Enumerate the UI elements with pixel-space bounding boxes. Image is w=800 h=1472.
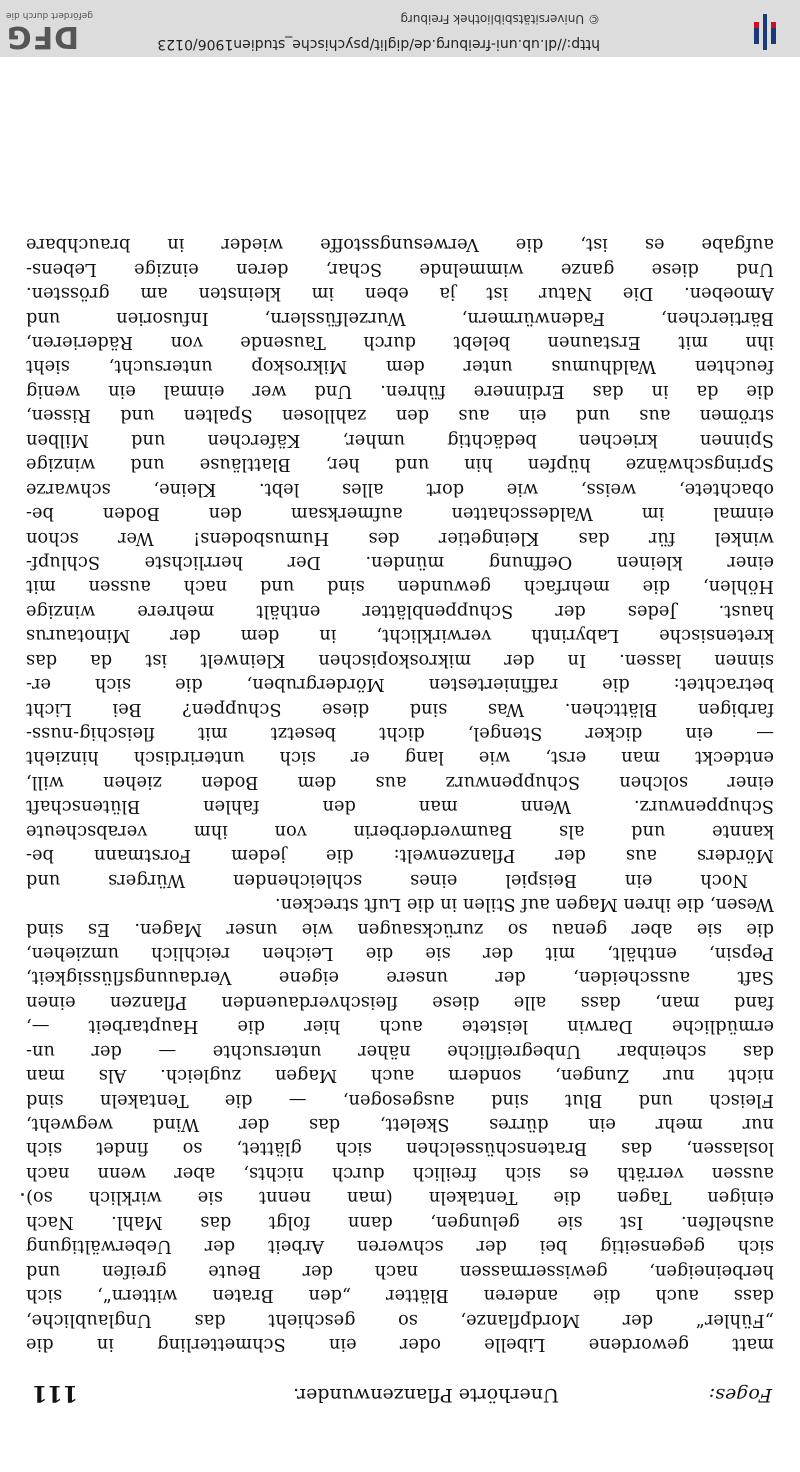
text-line: fand man, dass alle diese fleischverdauenden Pflanzen einen [26,991,774,1013]
running-head-title: Unerhörte Pflanzenwunder. [293,1384,559,1406]
text-line: einer solchen Schuppenwurz aus dem Boden ziehen will, [26,771,774,793]
dfg-logo [6,6,98,52]
text-line: „Fühler“ der Mordpflanze, so geschieht das Unglaubliche, [26,1309,774,1331]
text-line: sinnen lassen. In der mikroskopischen Kleinwelt ist da das [26,649,774,671]
text-line: sich gegenseitig bei der schweren Arbeit der Ueberwältigung [26,1236,774,1258]
page-number: 111 [32,1380,78,1406]
text-line: winkel für das Kleingetier des Humusbodens! Wer schon [26,527,774,549]
text-line: Höhlen, die mehrfach gewunden sind und nach aussen mit [26,576,774,598]
text-line: loslassen, das Bratenschüsselchen sich glättet, so findet sich [26,1138,774,1160]
text-line: entdeckt man erst, wie lang er sich unterirdisch hinzieht [26,747,774,769]
text-line: betrachtet: die raffiniertesten Mördergruben, die sich er- [26,674,774,696]
text-line: kannte und als Baumverderberin von ihm verabscheute [26,820,774,842]
text-line: ihn mit Erstaunen belebt durch Tausende von Räderieren, [26,332,774,354]
text-line: aushelfen. Ist sie gelungen, dann folgt das Mahl. Nach [26,1211,774,1233]
text-line: matt gewordene Libelle oder ein Schmetterling in die [26,1334,774,1355]
scan-speck [21,1193,24,1196]
text-line: herbeineigen, gewissermassen nach der Beute greifen und [26,1260,774,1282]
text-line: einer kleinen Oeffnung münden. Der herrlichste Schlupf- [26,552,774,573]
text-line: aufgabe es ist, die Verwesungsstoffe wieder in brauchbare [26,234,774,256]
text-line: Spinnen kriechen bedächtig umher, Käferchen und Milben [26,429,774,451]
text-line: — ein dicker Stengel, dicht besetzt mit fleischig-nuss- [26,723,774,745]
copyright-notice: © Universitätsbibliothek Freiburg [400,12,600,26]
body-text [26,232,774,1356]
text-line: haust. Jedes der Schuppenblätter enthält mehrere winzige [26,600,774,622]
text-line: dass auch die anderen Blätter „den Braten wittern“, sich [26,1285,774,1307]
text-line: Saft ausscheiden, der unsere eigene Verdauungsflüssigkeit, [26,967,774,989]
text-line: nur mehr ein dürres Skelett, das der Wind wegweht, [26,1114,774,1136]
text-line: farbigen Blättchen. Was sind diese Schuppen? Bei Licht [26,698,774,720]
text-line: Amoeben. Die Natur ist ja eben im kleinsten am grössten. [26,283,774,305]
text-line: strömen aus und ein aus den zahllosen Spalten und Rissen, [26,405,774,427]
text-line: Bärtierchen, Fadenwürmern, Wurzelfüsslern, Infusorien und [26,307,774,329]
text-line: ermüdliche Darwin leistete auch hier die Hauptarbeit —, [26,1016,774,1038]
text-line: Pepsin, enthält, mit der sie die Leichen reichlich umziehen, [26,943,774,964]
text-line: Noch ein Beispiel eines schleichenden Würgers und [26,869,748,891]
text-line: Springschwänze hüpfen hin und her, Blattläuse und winzige [26,454,774,476]
dfg-logo-subtext: gefördert durch die [6,10,93,20]
text-line: einigen Tagen die Tentakeln (man nennt sie wirklich so) [26,1187,774,1209]
library-logo-icon [750,14,780,50]
text-line: die da in das Erdinnere führen. Und wer einmal ein wenig [26,380,774,402]
text-line: Und diese ganze wimmelnde Schar, deren einzige Lebens- [26,258,774,280]
text-line: Schuppenwurz. Wenn man den fahlen Blütenschaft [26,796,774,818]
text-line: einmal im Waldesschatten aufmerksam den Boden be- [26,503,774,525]
text-line: Wesen, die ihren Magen auf Stilen in die Luft strecken. [274,894,774,916]
text-line: aussen verräth es sich freilich durch nichts, aber wenn nach [26,1162,774,1184]
source-url-link[interactable]: http://dl.ub.uni-freiburg.de/diglit/psychische_studien1906/0123 [157,36,600,52]
text-line: Mörders aus der Pflanzenwelt: die jedem Forstmann be- [26,845,774,867]
text-line: die sie aber genau so zurücksaugen wie unser Magen. Es sind [26,918,774,940]
text-line: obachtete, weiss, wie dort alles lebt. Kleine, schwarze [26,478,774,500]
text-line: das scheinbar Unbegreifliche näher untersuchte — der un- [26,1040,774,1062]
text-line: feuchten Waldhumus unter dem Mikroskop untersucht, sieht [26,356,774,378]
text-line: Fleisch und Blut sind ausgesogen, — die Tentakeln sind [26,1089,774,1111]
text-line: nicht nur Zungen, sondern auch Magen zugleich. Als man [26,1065,774,1087]
text-line: kretensische Labyrinth verwirklicht, in dem der Minotaurus [26,625,774,647]
running-head-author: Foges: [708,1384,772,1406]
dfg-logo-word: DFG [6,19,80,54]
